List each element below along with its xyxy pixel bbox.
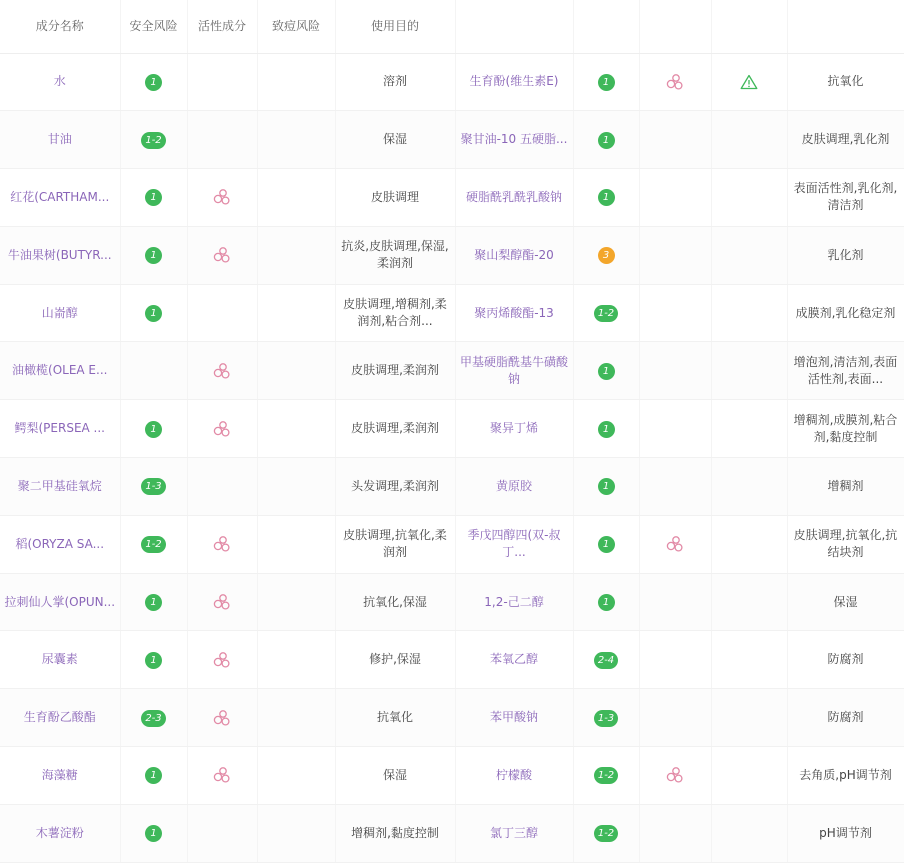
safety-risk-cell — [120, 747, 187, 805]
header-blank — [573, 0, 639, 53]
ingredient-name[interactable]: 生育酚乙酸酯 — [0, 689, 120, 747]
safety-score-badge: 1 — [145, 825, 162, 842]
active-ingredient-cell — [187, 515, 257, 573]
ingredient-name[interactable]: 红花(CARTHAM... — [0, 169, 120, 227]
ingredient-name[interactable]: 聚二甲基硅氧烷 — [0, 458, 120, 516]
bubbles-icon — [666, 766, 684, 784]
safety-risk-cell — [573, 284, 639, 342]
acne-risk-cell — [257, 226, 335, 284]
table-row[interactable] — [0, 342, 904, 400]
active-ingredient-cell — [187, 342, 257, 400]
acne-risk-cell — [711, 515, 787, 573]
safety-score-badge: 1-2 — [141, 132, 165, 149]
safety-score-badge: 1 — [598, 363, 615, 380]
purpose-cell: 皮肤调理,柔润剂 — [335, 400, 455, 458]
safety-risk-cell — [573, 53, 639, 111]
bubbles-icon — [213, 766, 231, 784]
active-ingredient-cell — [187, 804, 257, 862]
ingredient-name[interactable]: 聚山梨醇酯-20 — [455, 226, 573, 284]
purpose-cell: 抗氧化 — [787, 53, 904, 111]
acne-risk-cell — [257, 689, 335, 747]
safety-score-badge: 1 — [598, 189, 615, 206]
warning-triangle-icon — [740, 74, 758, 90]
ingredient-name[interactable]: 聚丙烯酸酯-13 — [455, 284, 573, 342]
acne-risk-cell — [257, 169, 335, 227]
active-ingredient-cell — [639, 342, 711, 400]
table-row[interactable] — [0, 400, 904, 458]
purpose-cell: 成膜剂,乳化稳定剂 — [787, 284, 904, 342]
safety-risk-cell — [120, 804, 187, 862]
header-blank — [455, 0, 573, 53]
safety-score-badge: 1 — [145, 767, 162, 784]
safety-risk-cell — [573, 689, 639, 747]
active-ingredient-cell — [639, 111, 711, 169]
acne-risk-cell — [257, 284, 335, 342]
acne-risk-cell — [711, 573, 787, 631]
ingredient-name[interactable]: 苯氧乙醇 — [455, 631, 573, 689]
safety-risk-cell — [573, 515, 639, 573]
bubbles-icon — [213, 593, 231, 611]
purpose-cell: 抗炎,皮肤调理,保湿,柔润剂 — [335, 226, 455, 284]
table-row[interactable] — [0, 573, 904, 631]
active-ingredient-cell — [639, 689, 711, 747]
ingredient-name[interactable]: 硬脂酰乳酰乳酸钠 — [455, 169, 573, 227]
acne-risk-cell — [257, 400, 335, 458]
header-blank — [711, 0, 787, 53]
purpose-cell: 皮肤调理,乳化剂 — [787, 111, 904, 169]
ingredient-name[interactable]: 稻(ORYZA SA... — [0, 515, 120, 573]
acne-risk-cell — [711, 804, 787, 862]
safety-score-badge: 1-2 — [594, 305, 618, 322]
purpose-cell: 防腐剂 — [787, 631, 904, 689]
safety-score-badge: 1 — [598, 536, 615, 553]
safety-risk-cell — [573, 631, 639, 689]
ingredient-name[interactable]: 木薯淀粉 — [0, 804, 120, 862]
ingredient-name[interactable]: 氯丁三醇 — [455, 804, 573, 862]
active-ingredient-cell — [187, 573, 257, 631]
header-purpose: 使用目的 — [335, 0, 455, 53]
safety-risk-cell — [120, 342, 187, 400]
bubbles-icon — [213, 188, 231, 206]
table-body — [0, 53, 904, 862]
table-row[interactable] — [0, 284, 904, 342]
header-blank — [639, 0, 711, 53]
bubbles-icon — [213, 709, 231, 727]
purpose-cell: 抗氧化 — [335, 689, 455, 747]
safety-risk-cell — [120, 111, 187, 169]
purpose-cell: 增稠剂 — [787, 458, 904, 516]
acne-risk-cell — [711, 689, 787, 747]
ingredient-name[interactable]: 水 — [0, 53, 120, 111]
active-ingredient-cell — [639, 53, 711, 111]
purpose-cell: 乳化剂 — [787, 226, 904, 284]
safety-score-badge: 1 — [598, 594, 615, 611]
active-ingredient-cell — [187, 747, 257, 805]
ingredient-name[interactable]: 甘油 — [0, 111, 120, 169]
ingredient-name[interactable]: 牛油果树(BUTYR... — [0, 226, 120, 284]
active-ingredient-cell — [187, 226, 257, 284]
safety-risk-cell — [573, 804, 639, 862]
safety-risk-cell — [120, 53, 187, 111]
ingredient-name[interactable]: 聚甘油-10 五硬脂... — [455, 111, 573, 169]
active-ingredient-cell — [639, 284, 711, 342]
active-ingredient-cell — [187, 458, 257, 516]
ingredient-name[interactable]: 1,2-己二醇 — [455, 573, 573, 631]
purpose-cell: 皮肤调理,柔润剂 — [335, 342, 455, 400]
acne-risk-cell — [257, 804, 335, 862]
bubbles-icon — [213, 535, 231, 553]
safety-score-badge: 1-2 — [594, 767, 618, 784]
bubbles-icon — [213, 420, 231, 438]
safety-score-badge: 1-3 — [141, 478, 165, 495]
acne-risk-cell — [257, 573, 335, 631]
ingredient-name[interactable]: 季戊四醇四(双-叔丁... — [455, 515, 573, 573]
acne-risk-cell — [257, 111, 335, 169]
active-ingredient-cell — [187, 689, 257, 747]
purpose-cell: 防腐剂 — [787, 689, 904, 747]
purpose-cell: 保湿 — [335, 747, 455, 805]
bubbles-icon — [213, 362, 231, 380]
bubbles-icon — [213, 246, 231, 264]
table-header-row — [0, 0, 904, 53]
safety-score-badge: 1 — [145, 189, 162, 206]
table-row[interactable] — [0, 53, 904, 111]
safety-score-badge: 2-3 — [141, 710, 165, 727]
purpose-cell: 皮肤调理,增稠剂,柔润剂,粘合剂... — [335, 284, 455, 342]
safety-score-badge: 1 — [145, 652, 162, 669]
safety-risk-cell — [120, 169, 187, 227]
safety-score-badge: 1 — [598, 421, 615, 438]
safety-risk-cell — [120, 515, 187, 573]
bubbles-icon — [666, 73, 684, 91]
bubbles-icon — [213, 651, 231, 669]
header-ingredient-name: 成分名称 — [0, 0, 120, 53]
acne-risk-cell — [711, 631, 787, 689]
active-ingredient-cell — [187, 53, 257, 111]
purpose-cell: 增泡剂,清洁剂,表面活性剂,表面... — [787, 342, 904, 400]
ingredient-name[interactable]: 黄原胶 — [455, 458, 573, 516]
purpose-cell: pH调节剂 — [787, 804, 904, 862]
safety-score-badge: 1 — [145, 305, 162, 322]
purpose-cell: 皮肤调理 — [335, 169, 455, 227]
acne-risk-cell — [257, 342, 335, 400]
safety-score-badge: 1-2 — [594, 825, 618, 842]
acne-risk-cell — [257, 631, 335, 689]
ingredient-name[interactable]: 拉刺仙人掌(OPUN... — [0, 573, 120, 631]
purpose-cell: 头发调理,柔润剂 — [335, 458, 455, 516]
acne-risk-cell — [711, 111, 787, 169]
safety-risk-cell — [120, 400, 187, 458]
acne-risk-cell — [711, 169, 787, 227]
safety-score-badge: 1 — [145, 594, 162, 611]
safety-score-badge: 1-3 — [594, 710, 618, 727]
safety-score-badge: 1 — [598, 74, 615, 91]
table-row[interactable] — [0, 169, 904, 227]
active-ingredient-cell — [639, 804, 711, 862]
purpose-cell: 皮肤调理,抗氧化,抗结块剂 — [787, 515, 904, 573]
active-ingredient-cell — [639, 169, 711, 227]
active-ingredient-cell — [639, 747, 711, 805]
safety-score-badge: 1 — [145, 74, 162, 91]
purpose-cell: 表面活性剂,乳化剂,清洁剂 — [787, 169, 904, 227]
ingredient-name[interactable]: 聚异丁烯 — [455, 400, 573, 458]
ingredient-name[interactable]: 尿囊素 — [0, 631, 120, 689]
ingredient-name[interactable]: 苯甲酸钠 — [455, 689, 573, 747]
safety-risk-cell — [120, 284, 187, 342]
acne-risk-cell — [257, 458, 335, 516]
purpose-cell: 保湿 — [787, 573, 904, 631]
ingredient-name[interactable]: 山嵛醇 — [0, 284, 120, 342]
ingredient-name[interactable]: 柠檬酸 — [455, 747, 573, 805]
active-ingredient-cell — [187, 169, 257, 227]
active-ingredient-cell — [639, 458, 711, 516]
safety-risk-cell — [120, 689, 187, 747]
safety-score-badge: 2-4 — [594, 652, 618, 669]
active-ingredient-cell — [187, 284, 257, 342]
acne-risk-cell — [711, 284, 787, 342]
purpose-cell: 增稠剂,黏度控制 — [335, 804, 455, 862]
purpose-cell: 溶剂 — [335, 53, 455, 111]
acne-risk-cell — [711, 226, 787, 284]
safety-score-badge: 1 — [598, 478, 615, 495]
safety-score-badge: 1 — [145, 247, 162, 264]
acne-risk-cell — [711, 53, 787, 111]
active-ingredient-cell — [639, 515, 711, 573]
header-blank — [787, 0, 904, 53]
header-safety-risk: 安全风险 — [120, 0, 187, 53]
purpose-cell: 去角质,pH调节剂 — [787, 747, 904, 805]
safety-risk-cell — [120, 458, 187, 516]
purpose-cell: 抗氧化,保湿 — [335, 573, 455, 631]
header-active-ingredient: 活性成分 — [187, 0, 257, 53]
bubbles-icon — [666, 535, 684, 553]
acne-risk-cell — [711, 342, 787, 400]
acne-risk-cell — [257, 515, 335, 573]
table-row[interactable] — [0, 226, 904, 284]
acne-risk-cell — [257, 747, 335, 805]
table-row[interactable] — [0, 747, 904, 805]
table-row[interactable] — [0, 631, 904, 689]
active-ingredient-cell — [639, 631, 711, 689]
safety-risk-cell — [120, 631, 187, 689]
purpose-cell: 皮肤调理,抗氧化,柔润剂 — [335, 515, 455, 573]
table-row[interactable] — [0, 111, 904, 169]
ingredient-name[interactable]: 生育酚(维生素E) — [455, 53, 573, 111]
active-ingredient-cell — [639, 573, 711, 631]
purpose-cell: 增稠剂,成膜剂,粘合剂,黏度控制 — [787, 400, 904, 458]
active-ingredient-cell — [187, 631, 257, 689]
acne-risk-cell — [711, 400, 787, 458]
safety-risk-cell — [573, 169, 639, 227]
table-row[interactable] — [0, 458, 904, 516]
active-ingredient-cell — [639, 226, 711, 284]
purpose-cell: 保湿 — [335, 111, 455, 169]
ingredient-name[interactable]: 鳄梨(PERSEA ... — [0, 400, 120, 458]
safety-risk-cell — [573, 226, 639, 284]
active-ingredient-cell — [639, 400, 711, 458]
header-acne-risk: 致痘风险 — [257, 0, 335, 53]
safety-risk-cell — [120, 226, 187, 284]
safety-risk-cell — [120, 573, 187, 631]
safety-score-badge: 1 — [145, 421, 162, 438]
ingredient-name[interactable]: 油橄榄(OLEA E... — [0, 342, 120, 400]
safety-risk-cell — [573, 342, 639, 400]
safety-score-badge: 1 — [598, 132, 615, 149]
safety-score-badge: 1-2 — [141, 536, 165, 553]
active-ingredient-cell — [187, 400, 257, 458]
active-ingredient-cell — [187, 111, 257, 169]
acne-risk-cell — [711, 458, 787, 516]
table-row[interactable] — [0, 689, 904, 747]
ingredient-name[interactable]: 海藻糖 — [0, 747, 120, 805]
safety-risk-cell — [573, 458, 639, 516]
table-row[interactable] — [0, 515, 904, 573]
safety-risk-cell — [573, 400, 639, 458]
safety-score-badge: 3 — [598, 247, 615, 264]
safety-risk-cell — [573, 573, 639, 631]
table-row[interactable] — [0, 804, 904, 862]
ingredient-name[interactable]: 甲基硬脂酰基牛磺酸钠 — [455, 342, 573, 400]
purpose-cell: 修护,保湿 — [335, 631, 455, 689]
safety-risk-cell — [573, 111, 639, 169]
safety-risk-cell — [573, 747, 639, 805]
acne-risk-cell — [257, 53, 335, 111]
acne-risk-cell — [711, 747, 787, 805]
